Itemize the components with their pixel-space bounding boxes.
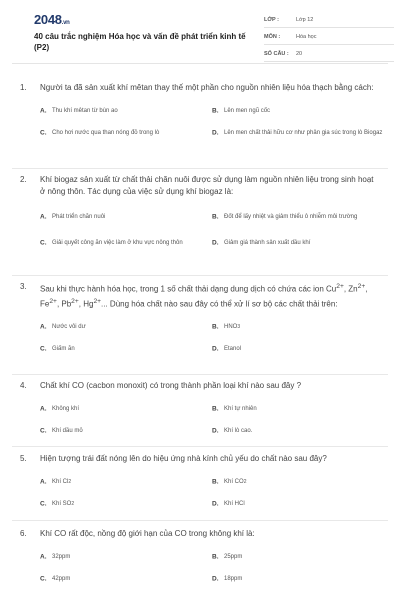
option-b[interactable]: B. Đốt để lấy nhiệt và giảm thiểu ô nhiễm môi trường	[212, 213, 358, 221]
meta-value: 20	[296, 51, 303, 57]
divider	[12, 520, 388, 521]
option-b[interactable]: B. Khí CO 2	[212, 478, 247, 486]
option-c[interactable]: C. Giấm ăn	[40, 345, 75, 353]
question-text: 3. Sau khi thực hành hóa học, trong 1 số chất thải dạng dung dịch có chứa các ion $Cu^{2+}$, $Zn^{2+}$, $Fe^{2+}$, $Pb^{2+}$, $Hg^{2+}$... Dùng hóa chất nào sau đây có thể xử lí sơ bộ các chất thải trên:	[20, 282, 368, 309]
option-b[interactable]: B. 25ppm	[212, 553, 243, 561]
question-number: 5.	[20, 454, 27, 463]
question-text: 4. Chất khí CO (cacbon monoxit) có trong thành phần loại khí nào sau đây ?	[20, 381, 302, 390]
question-number: 6.	[20, 529, 27, 538]
site-logo[interactable]: 2048.vn	[34, 12, 70, 27]
option-d[interactable]: D. Lên men chất thải hữu cơ như phân gia súc trong lò Biogaz	[212, 129, 383, 137]
option-a[interactable]: A. Thu khí mêtan từ bùn ao	[40, 107, 118, 115]
meta-row-subject	[264, 30, 394, 45]
divider	[12, 374, 388, 375]
meta-row-count	[264, 47, 394, 62]
question-2	[20, 174, 380, 256]
document-header	[12, 0, 388, 64]
question-text: 1. Người ta đã sản xuất khí mêtan thay thế một phần cho nguồn nhiên liệu hóa thạch bằng cách:	[20, 83, 374, 92]
option-d[interactable]: D. Etanol	[212, 345, 242, 353]
question-text: 5. Hiện tượng trái đất nóng lên do hiệu ứng nhà kính chủ yếu do chất nào sau đây?	[20, 454, 327, 463]
question-number: 4.	[20, 381, 27, 390]
option-d[interactable]: D. Khí HCl	[212, 500, 245, 508]
question-6	[20, 528, 380, 590]
option-b[interactable]: B. HNO 3	[212, 323, 241, 331]
meta-row-class	[264, 13, 394, 28]
meta-key: LỚP :	[264, 17, 279, 23]
question-4	[20, 380, 380, 442]
option-a[interactable]: A. Nước vôi dư	[40, 323, 86, 331]
answer-options	[40, 398, 380, 442]
option-a[interactable]: A. Không khí	[40, 405, 80, 413]
option-b[interactable]: B. Khí tự nhiên	[212, 405, 257, 413]
meta-key: SỐ CÂU :	[264, 51, 289, 57]
divider	[12, 275, 388, 276]
question-number: 3.	[20, 282, 27, 291]
question-3	[20, 281, 380, 360]
meta-key: MÔN :	[264, 34, 281, 40]
answer-options	[40, 471, 380, 515]
option-c[interactable]: C. Cho hơi nước qua than nóng đỏ trong lò	[40, 129, 160, 137]
question-text: 6. Khí CO rất độc, nồng độ giới hạn của CO trong không khí là:	[20, 529, 255, 538]
answer-options	[40, 204, 380, 256]
meta-info	[264, 13, 394, 64]
meta-value: Lớp 12	[296, 17, 314, 23]
option-b[interactable]: B. Lên men ngũ cốc	[212, 107, 271, 115]
question-number: 1.	[20, 83, 27, 92]
option-d[interactable]: D. Giảm giá thành sản xuất dầu khí	[212, 239, 311, 247]
question-5	[20, 453, 380, 515]
option-c[interactable]: C. 42ppm	[40, 575, 71, 583]
option-c[interactable]: C. Giải quyết công ăn việc làm ở khu vực nông thôn	[40, 239, 183, 247]
option-c[interactable]: C. Khí dầu mỏ	[40, 427, 83, 435]
question-1	[20, 82, 383, 144]
divider	[12, 446, 388, 447]
answer-options	[40, 316, 380, 360]
question-text: 2. Khí biogaz sản xuất từ chất thải chăn nuôi được sử dụng làm nguồn nhiên liệu trong sinh hoạt ở nông thôn. Tác dụng của việc sử dụng khí biogaz là:	[20, 175, 374, 196]
option-d[interactable]: D. 18ppm	[212, 575, 243, 583]
option-c[interactable]: C. Khí SO 2	[40, 500, 75, 508]
option-a[interactable]: A. Khí Cl 2	[40, 478, 72, 486]
answer-options	[40, 546, 380, 590]
option-d[interactable]: D. Khí lò cao.	[212, 427, 253, 435]
answer-options	[40, 100, 383, 144]
option-a[interactable]: A. Phát triển chăn nuôi	[40, 213, 106, 221]
meta-value: Hóa học	[296, 34, 317, 40]
question-number: 2.	[20, 175, 27, 184]
divider	[12, 168, 388, 169]
page-title: 40 câu trắc nghiệm Hóa học và vấn đề phát triển kinh tế (P2)	[34, 32, 246, 52]
option-a[interactable]: A. 32ppm	[40, 553, 71, 561]
